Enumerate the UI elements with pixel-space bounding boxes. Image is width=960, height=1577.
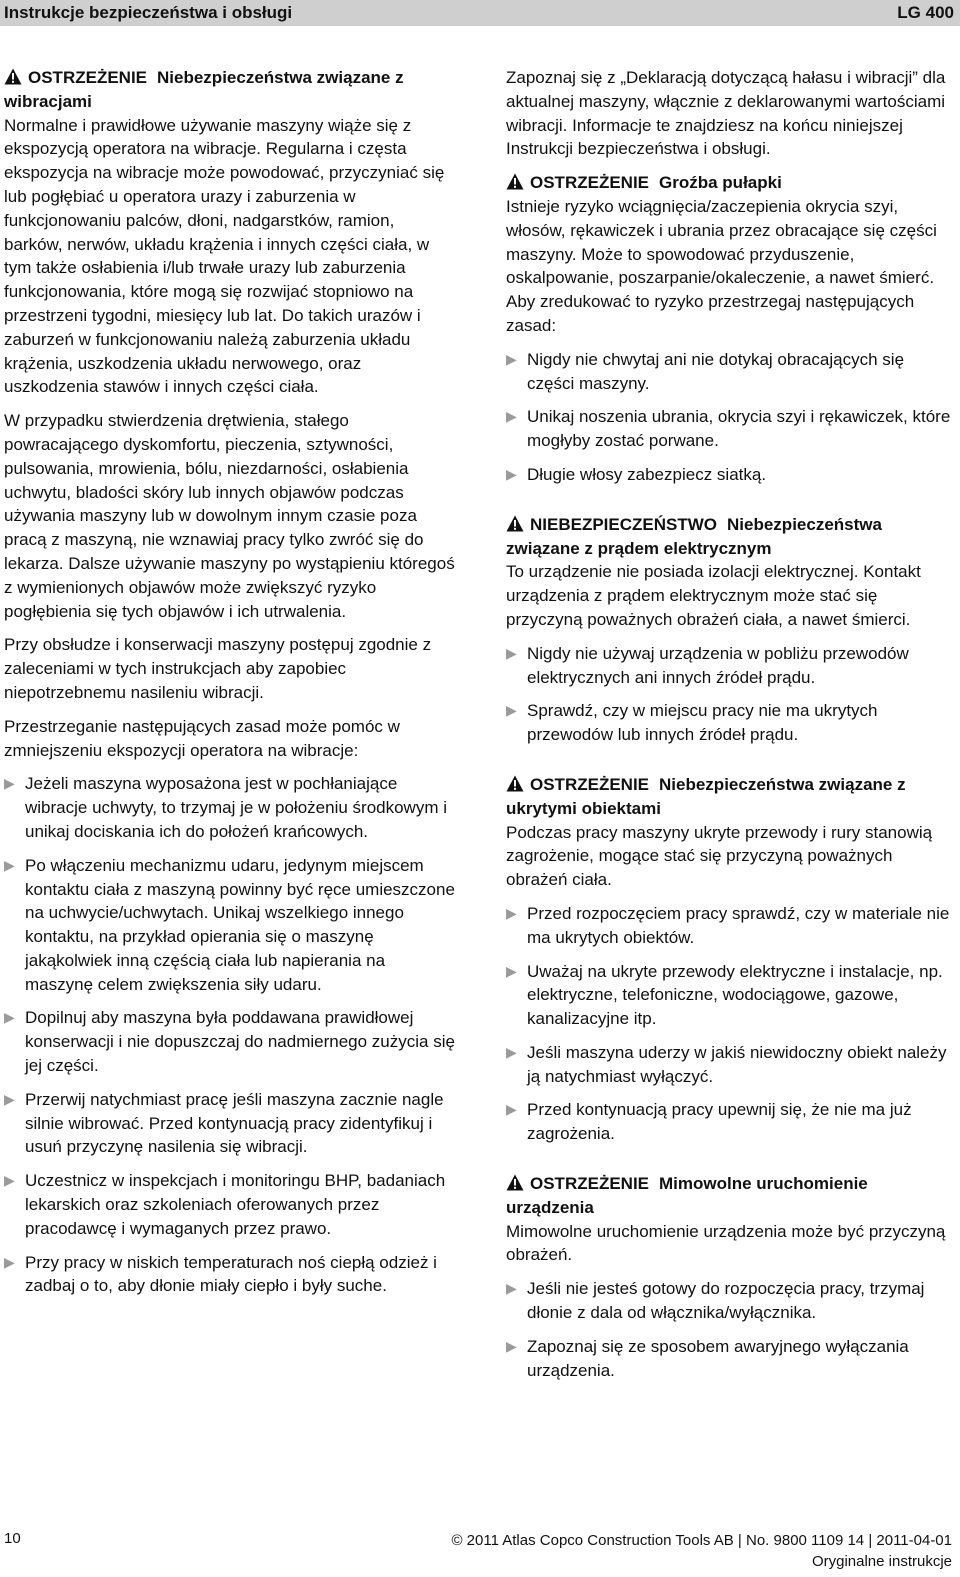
signal-word: OSTRZEŻENIE <box>28 68 148 87</box>
list-item: ▶ Zapoznaj się ze sposobem awaryjnego wyłączania urządzenia. <box>506 1336 909 1380</box>
signal-word: OSTRZEŻENIE <box>530 173 650 193</box>
signal-word: OSTRZEŻENIE <box>530 774 650 794</box>
triangle-right-icon: ▶ <box>506 1337 517 1354</box>
triangle-right-icon: ▶ <box>506 904 517 921</box>
left-column <box>4 66 456 1308</box>
list-item: ▶ Jeżeli maszyna wyposażona jest w pochłaniające wibracje uchwyty, to trzymaj je w położeniu środkowym i unikaj dociskania ich do położeń krańcowych. <box>4 774 447 841</box>
list-item: ▶ Uważaj na ukryte przewody elektryczne i instalacje, np. elektryczne, telefoniczne, wodociągowe, gazowe, kanalizacyjne itp. <box>506 961 943 1029</box>
list-item: ▶ Jeśli nie jesteś gotowy do rozpoczęcia pracy, trzymaj dłonie z dala od włącznika/wyłącznika. <box>506 1279 925 1323</box>
paragraph: Istnieje ryzyko wciągnięcia/zaczepienia okrycia szyi, włosów, rękawiczek i ubrania przez obracające się części maszyny. Może to spowodować przyduszenie, oskalpowanie, poszarpanie/okaleczenie, a nawet śmierć. Aby zredukować to ryzyko przestrzegaj następujących zasad: <box>506 196 937 335</box>
hazard-title: Niebezpieczeństwa związane z wibracjami <box>4 68 404 111</box>
triangle-right-icon: ▶ <box>506 962 517 979</box>
hazard-section-hidden-objects <box>506 773 954 1146</box>
list-item: ▶ Uczestnicz w inspekcjach i monitoringu BHP, badaniach lekarskich oraz szkoleniach oferowanych przez pracodawcę i wymaganych przez prawo. <box>4 1171 446 1238</box>
paragraph: Podczas pracy maszyny ukryte przewody i rury stanowią zagrożenie, mogące stać się przyczyną poważnych obrażeń ciała. <box>506 822 933 890</box>
bullet-list <box>4 772 456 1298</box>
bullet-list <box>506 902 954 1146</box>
original-instructions-label: Oryginalne instrukcje <box>811 1553 952 1570</box>
warning-triangle-icon <box>506 775 524 792</box>
list-item: ▶ Przy pracy w niskich temperaturach noś ciepłą odzież i zadbaj o to, aby dłonie miały ciepło i były suche. <box>4 1252 437 1296</box>
hazard-section-unexpected-start <box>506 1172 954 1382</box>
triangle-right-icon: ▶ <box>506 465 517 482</box>
document-title: Instrukcje bezpieczeństwa i obsługi <box>4 3 293 22</box>
triangle-right-icon: ▶ <box>4 856 15 873</box>
triangle-right-icon: ▶ <box>506 1101 517 1118</box>
footer-info <box>451 1530 952 1572</box>
hazard-heading <box>506 171 954 195</box>
list-item: ▶ Po włączeniu mechanizmu udaru, jedynym miejscem kontaktu ciała z maszyną powinny być ręce umieszczone na uchwycie/uchwytach. Unikaj wszelkiego innego kontaktu, na przykład opierania się o maszynę jakąkolwiek inną częścią ciała lub napierania na maszynę celem zwiększenia siły udaru. <box>4 855 455 994</box>
bullet-list <box>506 1277 954 1382</box>
triangle-right-icon: ▶ <box>4 775 15 792</box>
paragraph: Zapoznaj się z „Deklaracją dotyczącą hałasu i wibracji” dla aktualnej maszyny, włącznie z deklarowanymi wartościami wibracji. Informacje te znajdziesz na końcu niniejszej Instrukcji bezpieczeństwa i obsługi. <box>506 68 946 159</box>
paragraph: To urządzenie nie posiada izolacji elektrycznej. Kontakt urządzenia z prądem elektrycznym może stać się przyczyną poważnych obrażeń ciała, a nawet śmierci. <box>506 562 921 629</box>
hazard-title: Mimowolne uruchomienie urządzenia <box>506 1174 868 1217</box>
paragraph: W przypadku stwierdzenia drętwienia, stałego powracającego dyskomfortu, pieczenia, sztywności, pulsowania, mrowienia, bólu, niezdarności, osłabienia uchwytu, bladości skóry lub innych objawów podczas używania maszyny lub w dowolnym innym czasie poza pracą z maszyną, nie wznawiaj pracy tylko zwróć się do lekarza. Dalsze używanie maszyny po wystąpieniu któregoś z wymienionych objawów może zwiększyć ryzyko pogłębienia się tych objawów i ich utrwalenia. <box>4 411 455 621</box>
hazard-heading <box>506 773 954 821</box>
hazard-title: Niebezpieczeństwa związane z prądem elektrycznym <box>506 514 882 558</box>
triangle-right-icon: ▶ <box>506 408 517 425</box>
triangle-right-icon: ▶ <box>506 350 517 367</box>
hazard-heading-vibration <box>4 66 456 114</box>
signal-word: NIEBEZPIECZEŃSTWO <box>530 514 718 534</box>
paragraph: Normalne i prawidłowe używanie maszyny wiąże się z ekspozycją operatora na wibracje. Regularna i częsta ekspozycja na wibracje może powodować, przyczyniać się lub pogłębiać u operatora urazy i zaburzenia w funkcjonowaniu palców, dłoni, nadgarstków, ramion, barków, nerwów, układu krążenia i innych części ciała, w tym także osłabienia i/lub trwałe urazy lub zaburzenia funkcjonowania, które mogą się rozwijać stopniowo na przestrzeni tygodni, miesięcy lub lat. Do takich urazów i zaburzeń w funkcjonowaniu należą zaburzenia układu krążenia, uszkodzenia układu nerwowego, oraz uszkodzenia stawów i innych części ciała. <box>4 115 445 397</box>
triangle-right-icon: ▶ <box>4 1090 15 1107</box>
warning-triangle-icon <box>506 515 524 532</box>
triangle-right-icon: ▶ <box>506 702 517 719</box>
list-item: ▶ Nigdy nie chwytaj ani nie dotykaj obracających się części maszyny. <box>506 349 905 393</box>
list-item: ▶ Długie włosy zabezpiecz siatką. <box>506 463 954 487</box>
paragraph: Przestrzeganie następujących zasad może pomóc w zmniejszeniu ekspozycji operatora na wibracje: <box>4 716 400 760</box>
signal-word: OSTRZEŻENIE <box>530 1174 650 1194</box>
triangle-right-icon: ▶ <box>506 644 517 661</box>
bullet-list <box>506 348 954 487</box>
hazard-heading <box>506 513 954 561</box>
hazard-heading <box>506 1172 954 1220</box>
list-item: ▶ Przed rozpoczęciem pracy sprawdź, czy w materiale nie ma ukrytych obiektów. <box>506 903 950 947</box>
list-item: ▶ Sprawdź, czy w miejscu pracy nie ma ukrytych przewodów lub innych źródeł prądu. <box>506 701 878 745</box>
list-item: ▶ Unikaj noszenia ubrania, okrycia szyi i rękawiczek, które mogłyby zostać porwane. <box>506 407 951 451</box>
list-item: ▶ Dopilnuj aby maszyna była poddawana prawidłowej konserwacji i nie dopuszczaj do nadmiernego zużycia się jej części. <box>4 1008 455 1076</box>
triangle-right-icon: ▶ <box>506 1043 517 1060</box>
bullet-list <box>506 642 954 747</box>
triangle-right-icon: ▶ <box>4 1172 15 1189</box>
warning-triangle-icon <box>506 1174 524 1191</box>
right-column <box>506 66 954 1408</box>
triangle-right-icon: ▶ <box>506 1280 517 1297</box>
warning-triangle-icon <box>506 173 524 190</box>
list-item: ▶ Nigdy nie używaj urządzenia w pobliżu przewodów elektrycznych ani innych źródeł prądu. <box>506 643 909 687</box>
page-footer <box>0 1525 960 1577</box>
page-number: 10 <box>4 1530 21 1547</box>
hazard-section-electrical <box>506 513 954 747</box>
triangle-right-icon: ▶ <box>4 1009 15 1026</box>
list-item: ▶ Przed kontynuacją pracy upewnij się, że nie ma już zagrożenia. <box>506 1100 912 1144</box>
triangle-right-icon: ▶ <box>4 1253 15 1270</box>
model-name: LG 400 <box>897 3 954 22</box>
list-item: ▶ Jeśli maszyna uderzy w jakiś niewidoczny obiekt należy ją natychmiast wyłączyć. <box>506 1042 947 1086</box>
page-header <box>0 0 960 26</box>
hazard-title: Niebezpieczeństwa związane z ukrytymi obiektami <box>506 774 906 818</box>
hazard-title: Groźba pułapki <box>659 173 782 193</box>
warning-triangle-icon <box>4 68 22 85</box>
list-item: ▶ Przerwij natychmiast pracę jeśli maszyna zacznie nagle silnie wibrować. Przed kontynuacją pracy zidentyfikuj i usuń przyczynę nasilenia się wibracji. <box>4 1089 444 1157</box>
hazard-section-entanglement <box>506 171 954 487</box>
paragraph: Przy obsłudze i konserwacji maszyny postępuj zgodnie z zaleceniami w tych instrukcjach aby zapobiec niepotrzebnemu nasileniu wibracji. <box>4 635 432 702</box>
paragraph: Mimowolne uruchomienie urządzenia może być przyczyną obrażeń. <box>506 1221 946 1265</box>
copyright-line: © 2011 Atlas Copco Construction Tools AB | No. 9800 1109 14 | 2011-04-01 <box>451 1532 952 1549</box>
